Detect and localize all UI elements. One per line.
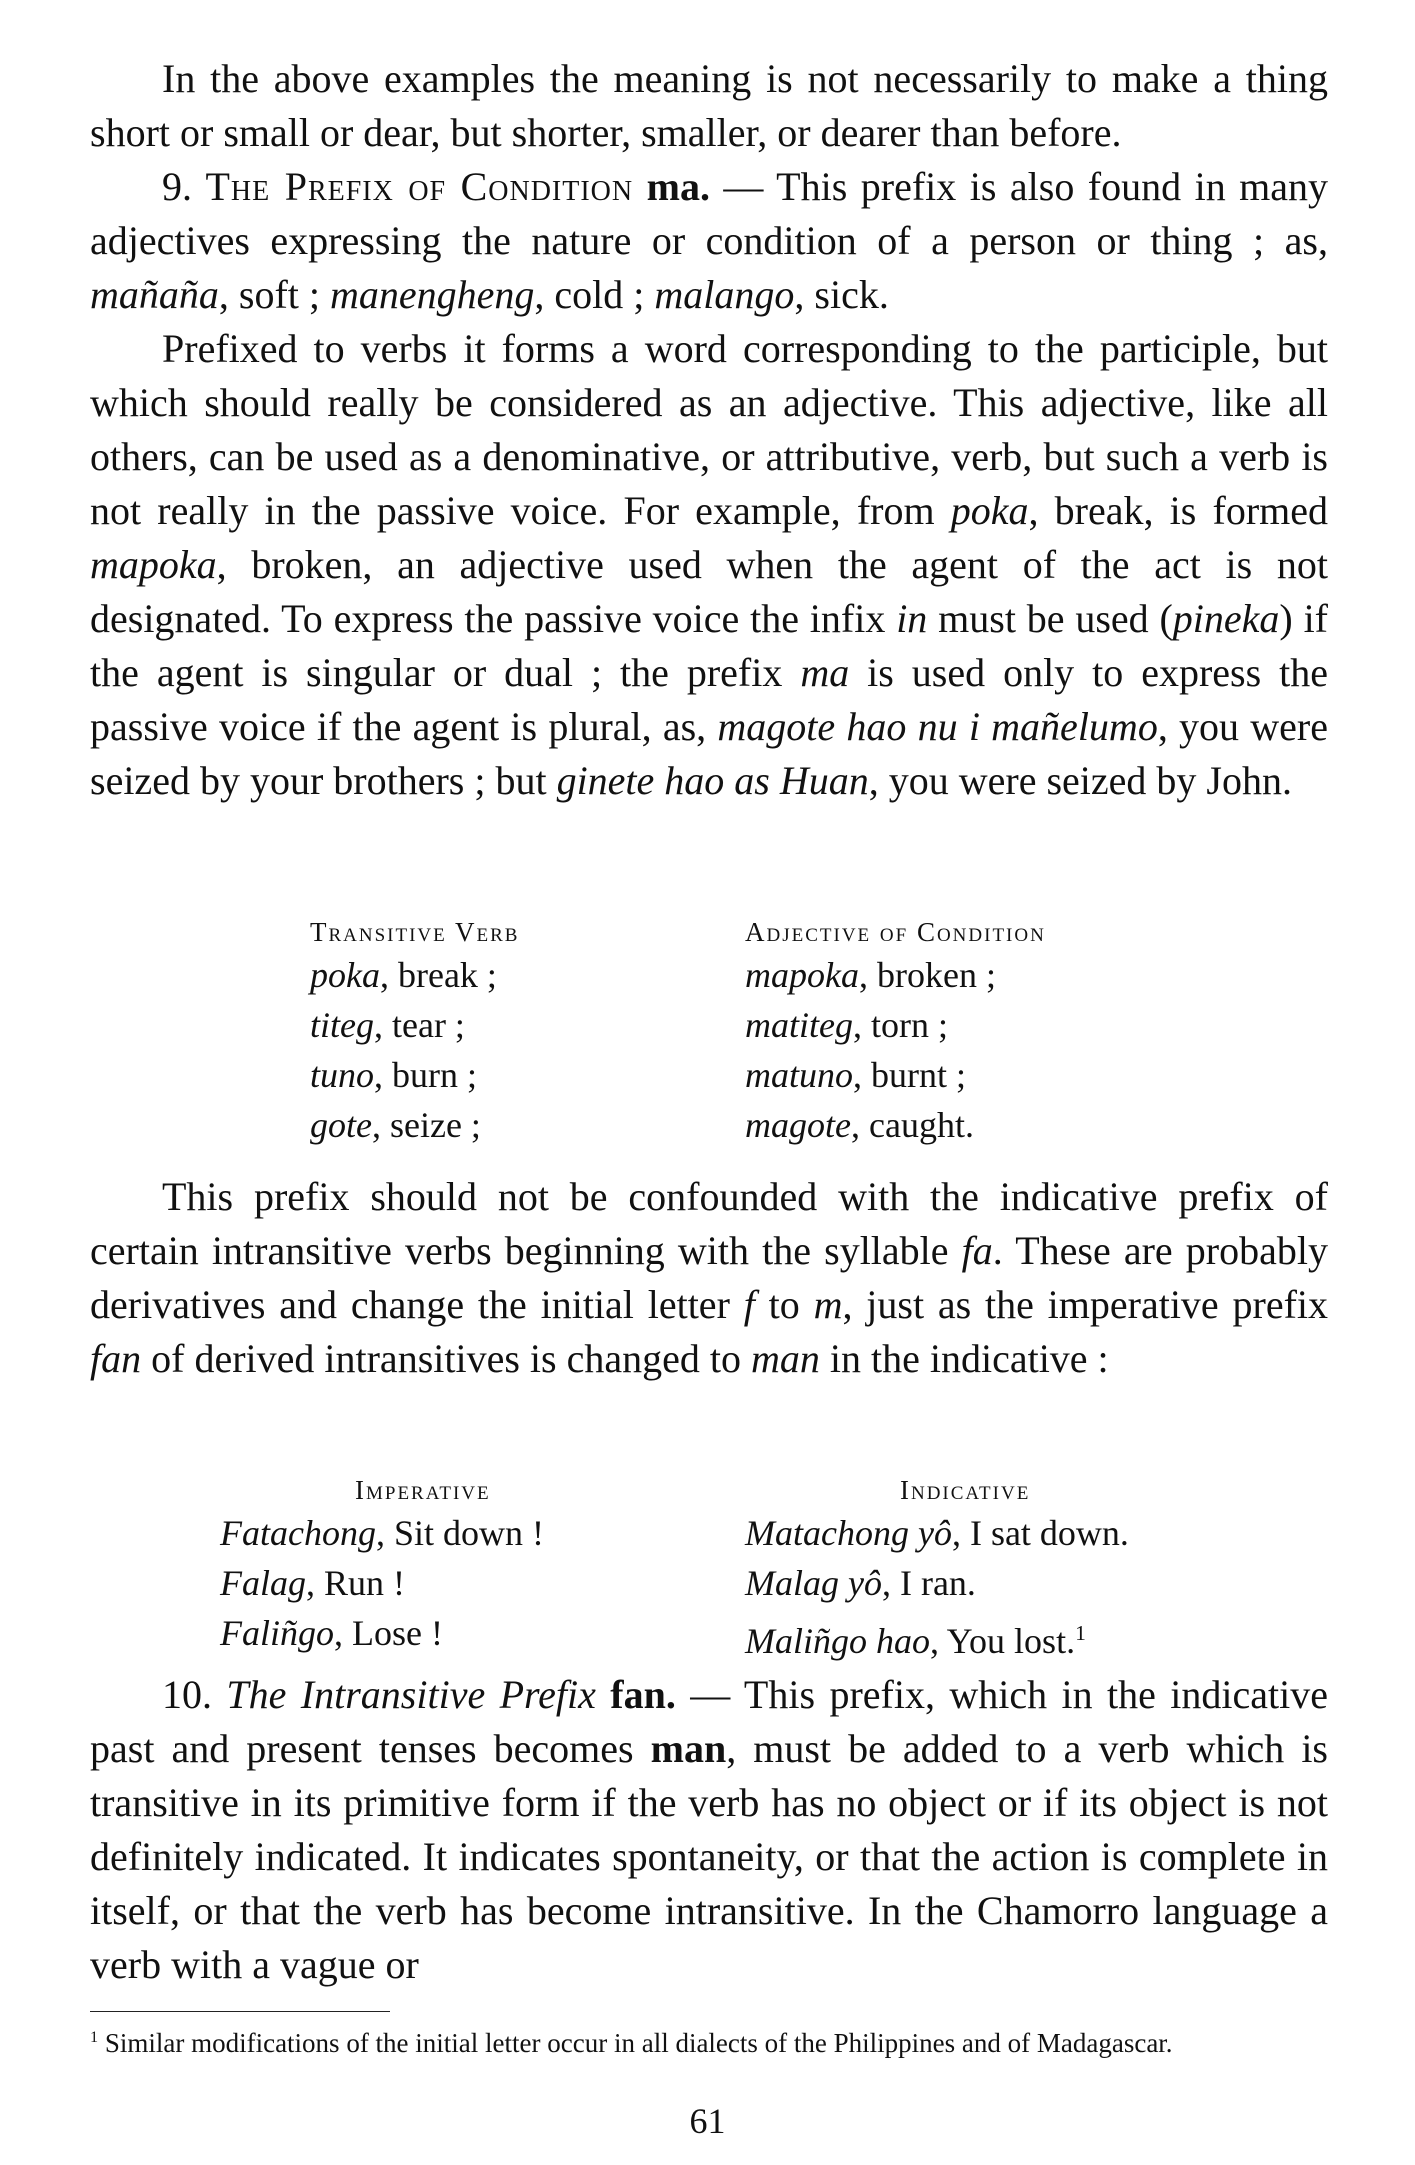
prefix-term: fan.	[610, 1672, 676, 1717]
adjective-word: matiteg	[745, 1005, 853, 1045]
table-row	[745, 950, 1046, 1000]
footnote-reference: 1	[1075, 1621, 1086, 1645]
example-word: mañaña	[90, 272, 219, 317]
table-row	[745, 1508, 1129, 1558]
main-text	[90, 52, 1328, 808]
table-row	[310, 950, 519, 1000]
imperative-gloss: , Run !	[306, 1563, 405, 1603]
verb-gloss: , burn ;	[374, 1055, 478, 1095]
footnote-mark: 1	[90, 2028, 99, 2046]
paragraph-text: , break, is formed	[1028, 488, 1328, 533]
example-word: m	[813, 1282, 843, 1327]
example-word: mapoka	[90, 542, 217, 587]
paragraph-text: is used only to express the passive voice if the agent is plural, as,	[90, 650, 1328, 749]
verb-word: poka	[310, 955, 380, 995]
example-gloss: , cold ;	[534, 272, 655, 317]
paragraph-text: . These are probably derivatives and change the initial letter	[90, 1228, 1328, 1327]
table-row	[220, 1608, 544, 1658]
paragraph-text: Prefixed to verbs it forms a word corresponding to the participle, but which should really be considered as an adjective. This adjective, like all others, can be used as a denominative, or attributive, verb, but such a verb is not really in the passive voice. For example, from	[90, 326, 1328, 533]
paragraph-text: in the indicative :	[819, 1336, 1109, 1381]
verb-word: gote	[310, 1105, 372, 1145]
paragraph-text: to	[754, 1282, 814, 1327]
paragraph-text: , just as the imperative prefix	[842, 1282, 1329, 1327]
example-phrase: ginete hao as Huan	[556, 758, 869, 803]
verb-word: titeg	[310, 1005, 374, 1045]
footnote	[90, 2018, 1328, 2062]
imperative-word: Falag	[220, 1563, 306, 1603]
paragraph-text: — This prefix is also found in many adjectives expressing the nature or condition of a person or thing ; as,	[90, 164, 1329, 263]
table-row	[745, 1000, 1046, 1050]
table-row	[220, 1508, 544, 1558]
paragraph-text: — This prefix, which in the indicative past and present tenses becomes	[90, 1672, 1329, 1771]
table-row	[745, 1558, 1129, 1608]
table-header: Transitive Verb	[310, 917, 520, 947]
footnote-text: Similar modifications of the initial letter occur in all dialects of the Philippines and of Madagascar.	[104, 2028, 1173, 2058]
imperative-gloss: , Sit down !	[375, 1513, 544, 1553]
verb-gloss: , break ;	[379, 955, 497, 995]
prefix-term: ma.	[646, 164, 710, 209]
example-word: fan	[90, 1336, 142, 1381]
section-number: 9.	[162, 164, 192, 209]
imperative-word: Faliñgo	[220, 1613, 334, 1653]
indicative-word: Malag yô	[745, 1563, 882, 1603]
table-row	[745, 1100, 1046, 1150]
footnote-divider	[90, 2011, 390, 2012]
adjective-gloss: , torn ;	[852, 1005, 948, 1045]
paragraph-text: ) if the agent is singular or dual ; the prefix	[90, 596, 1328, 695]
section-number: 10.	[162, 1672, 212, 1717]
verb-word: tuno	[310, 1055, 375, 1095]
table-row	[310, 1050, 519, 1100]
indicative-gloss: , You lost.	[930, 1621, 1076, 1661]
table-adjective-of-condition-column	[745, 914, 1046, 1150]
imperative-word: Fatachong	[220, 1513, 376, 1553]
paragraph-prefixed-to-verbs	[90, 322, 1328, 808]
paragraph-not-confounded	[90, 1170, 1328, 1386]
paragraph-text: , you were seized by John.	[868, 758, 1292, 803]
paragraph-text: , must be added to a verb which is transitive in its primitive form if the verb has no object or if its object is not definitely indicated. It indicates spontaneity, or that the action is complete in itself, or that the verb has become intransitive. In the Chamorro language a verb with a vague or	[90, 1726, 1328, 1987]
example-word: poka	[950, 488, 1029, 533]
example-gloss: , soft ;	[218, 272, 331, 317]
table-row	[310, 1100, 519, 1150]
example-word: ma	[800, 650, 850, 695]
table-row	[745, 1608, 1129, 1666]
paragraph-intransitive-prefix	[90, 1668, 1328, 1992]
imperative-gloss: , Lose !	[334, 1613, 443, 1653]
example-gloss: , sick.	[794, 272, 889, 317]
table-header: Imperative	[355, 1475, 491, 1505]
example-word: pineka	[1172, 596, 1280, 641]
table-indicative-column	[745, 1472, 1129, 1666]
main-text-continued	[90, 1170, 1328, 1386]
example-word: manengheng	[330, 272, 535, 317]
example-word: man	[750, 1336, 820, 1381]
paragraph-text: , broken, an adjective used when the agent of the act is not designated. To express the passive voice the infix	[90, 542, 1328, 641]
indicative-word: Maliñgo hao	[745, 1621, 930, 1661]
example-word: malango	[654, 272, 795, 317]
indicative-word: Matachong yô	[745, 1513, 952, 1553]
adjective-word: magote	[745, 1105, 851, 1145]
table-row	[220, 1558, 544, 1608]
table-transitive-verb-column	[310, 914, 519, 1150]
paragraph-text: , you were seized by your brothers ; but	[90, 704, 1328, 803]
example-word: in	[896, 596, 928, 641]
adjective-gloss: , burnt ;	[853, 1055, 966, 1095]
table-row	[745, 1050, 1046, 1100]
adjective-word: mapoka	[745, 955, 859, 995]
section-heading: The Prefix of Condition	[205, 164, 634, 209]
example-word: f	[743, 1282, 755, 1327]
paragraph-text: This prefix should not be confounded with the indicative prefix of certain intransitive verbs beginning with the syllable	[90, 1174, 1328, 1273]
paragraph-text: of derived intransitives is changed to	[141, 1336, 751, 1381]
paragraph-intro: In the above examples the meaning is not necessarily to make a thing short or small or dear, but shorter, smaller, or dearer than before.	[90, 56, 1328, 155]
table-row	[310, 1000, 519, 1050]
example-word: fa	[961, 1228, 993, 1273]
paragraph-prefix-of-condition	[90, 160, 1328, 322]
verb-gloss: , seize ;	[371, 1105, 481, 1145]
adjective-gloss: , broken ;	[858, 955, 996, 995]
indicative-gloss: , I ran.	[881, 1563, 976, 1603]
page-number: 61	[689, 2101, 726, 2141]
section-heading: The Intransitive Prefix	[226, 1672, 596, 1717]
indicative-gloss: , I sat down.	[951, 1513, 1129, 1553]
table-header: Indicative	[900, 1475, 1031, 1505]
main-text-final	[90, 1668, 1328, 1992]
adjective-word: matuno	[745, 1055, 853, 1095]
example-word: man	[650, 1726, 727, 1771]
example-phrase: magote hao nu i mañelumo	[717, 704, 1158, 749]
table-imperative-column	[220, 1472, 544, 1658]
table-header: Adjective of Condition	[745, 917, 1046, 947]
paragraph-text: must be used (	[927, 596, 1173, 641]
verb-gloss: , tear ;	[373, 1005, 465, 1045]
adjective-gloss: , caught.	[850, 1105, 974, 1145]
